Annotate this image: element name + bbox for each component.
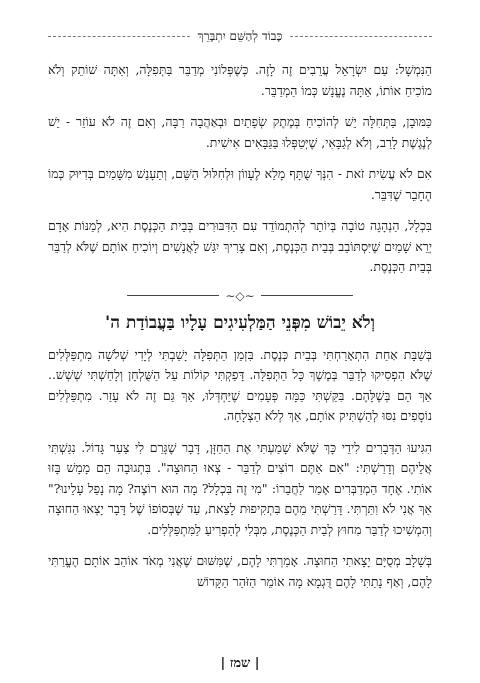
page-body <box>48 60 432 592</box>
header-rule-right <box>290 36 432 37</box>
paragraph: אִם לֹא עֲשִׂית זֹאת - הִנְּךָ שֻׁתָּף מָלֵא לֶעָווֹן וּלְחִלּוּל הַשֵּׁם, וְתֵעָנֵשׁ מִשָּׁמַיִם בְּדִיּוּק כְּמוֹ הֶחָבֵר שֶׁדִּבֵּר. <box>48 166 432 202</box>
paragraph: בִּכְלָל, הַנְהָגָה טוֹבָה בְּיוֹתֵר לְהִתְמוֹדֵד עִם הַדִּבּוּרִים בְּבֵית הַכְּנֶסֶת הִיא, לְמַנּוֹת אָדָם יְרֵא שָׁמַיִם שֶׁיִּסְתּוֹבֵב בְּבֵית הַכְּנֶסֶת, וְאִם צָרִיךְ יִגַּשׁ לָאֲנָשִׁים וְיוֹכִיחַ אוֹתָם שֶׁלֹּא לְדַבֵּר בְּבֵית הַכְּנֶסֶת. <box>48 218 432 274</box>
divider-line <box>127 295 219 296</box>
page-number: | שמז | <box>220 656 260 671</box>
running-header <box>48 26 432 46</box>
paragraph: כַּמּוּבָן, בַּתְּחִלָּה יֵשׁ לְהוֹכִיחַ בְּמֶתֶק שְׂפָתַיִם וּבְאַהֲבָה רַבָּה, וְאִם זֶה לֹא עוֹזֵר - יֵשׁ לְנֶגֶשֶׁת לָרַב, וְלֹא לְגַבָּאִי, שֶׁיְּטַפְּלוּ בַּגַּבָּאִים אִישִׁית. <box>48 114 432 150</box>
section-divider <box>48 289 432 303</box>
paragraph: הִגִּיעוּ הַדְּבָרִים לִידֵי כָּךְ שֶׁלֹּא שָׁמַעְתִּי אֶת הַחַזָּן, דָּבָר שֶׁגָּרַם לִי צַעַר גָּדוֹל. נִגַּשְׁתִּי אֲלֵיהֶם וְדָרַשְׁתִּי: "אִם אַתֶּם רוֹצִים לְדַבֵּר - צְאוּ הַחוּצָה". בִּתְגוּבָה הֵם מָמָשׁ בָּזוּ אוֹתִי. אֶחָד הַמְדַבְּרִים אָמַר לַחֲבֵרוֹ: "מִי זֶה בִּכְלָל? מָה הוּא רוֹצֶה? מָה נָפַל עָלֵינוּ?" אַךְ אֲנִי לֹא וִתַּרְתִּי. דָּרַשְׁתִּי מֵהֶם בִּתְקִיפוּת לָצֵאת, עַד שֶׁבְּסוֹפוֹ שֶׁל דָּבָר יָצְאוּ הַחוּצָה וְהִמְשִׁיכוּ לְדַבֵּר מִחוּץ לְבֵית הַכְּנֶסֶת, מִבְּלִי לְהַפְרִיעַ לַמִּתְפַּלְּלִים. <box>48 439 432 537</box>
running-title: כָּבוֹד לְהַשֵּׁם יִתְבָּרֵךְ <box>197 28 283 43</box>
paragraph: בְּשָׁלָב מְסֻיָּם יָצָאתִי הַחוּצָה. אָמַרְתִּי לָהֶם, שֶׁמִּשּׁוּם שֶׁאֲנִי מְאֹד אוֹהֵב אוֹתָם הֶעֱרַתִּי לָהֶם, וְאַף נָתַתִּי לָהֶם דֻּגְמָא מָה אוֹמֵר הַזֹּהַר הַקָּדוֹשׁ <box>48 553 432 589</box>
paragraph: הַנִּמְשָׁל: עַם יִשְׂרָאֵל עֲרֵבִים זֶה לָזֶה. כְּשֶׁפְּלוֹנִי מְדַבֵּר בַּתְּפִלָּה, וְאַתָּה שׁוֹתֵק וְלֹא מוֹכִיחַ אוֹתוֹ, אַתָּה נֶעֱנָשׁ כְּמוֹ הַמְדַבֵּר. <box>48 62 432 98</box>
header-rule-left <box>48 36 190 37</box>
divider-line <box>261 295 353 296</box>
section-heading: וְלֹא יֵבוֹשׁ מִפְּנֵי הַמַּלְעִיגִים עָלָיו בַּעֲבוֹדַת ה' <box>105 312 375 333</box>
paragraph: בְּשַׁבָּת אַחַת הִתְאָרַחְתִּי בְּבֵית כְּנֶסֶת. בִּזְמַן הַתְּפִלָּה יָשַׁבְתִּי לְיָדִי שְׁלֹשָׁה מִתְפַּלְּלִים שֶׁלֹּא הִפְסִיקוּ לְדַבֵּר בְּמֶשֶׁךְ כָּל הַתְּפִלָּה. דָּפַקְתִּי קוֹלוֹת עַל הַשֻּׁלְחָן וְלָחַשְׁתִּי שְׁשְׁשׁ.. אַךְ הֵם בְּשֶׁלָּהֶם. בִּקַּשְׁתִּי כַּמָּה פְּעָמִים שֶׁיַּחְדְּלוּ, אַךְ גַּם זֶה לֹא עָזַר. מִתְפַּלְּלִים נוֹסָפִים נִסּוּ לְהַשְׁתִּיק אוֹתָם, אַךְ לְלֹא הַצְלָחָה. <box>48 346 432 423</box>
flourish-icon: ∽◇∽ <box>225 288 255 303</box>
